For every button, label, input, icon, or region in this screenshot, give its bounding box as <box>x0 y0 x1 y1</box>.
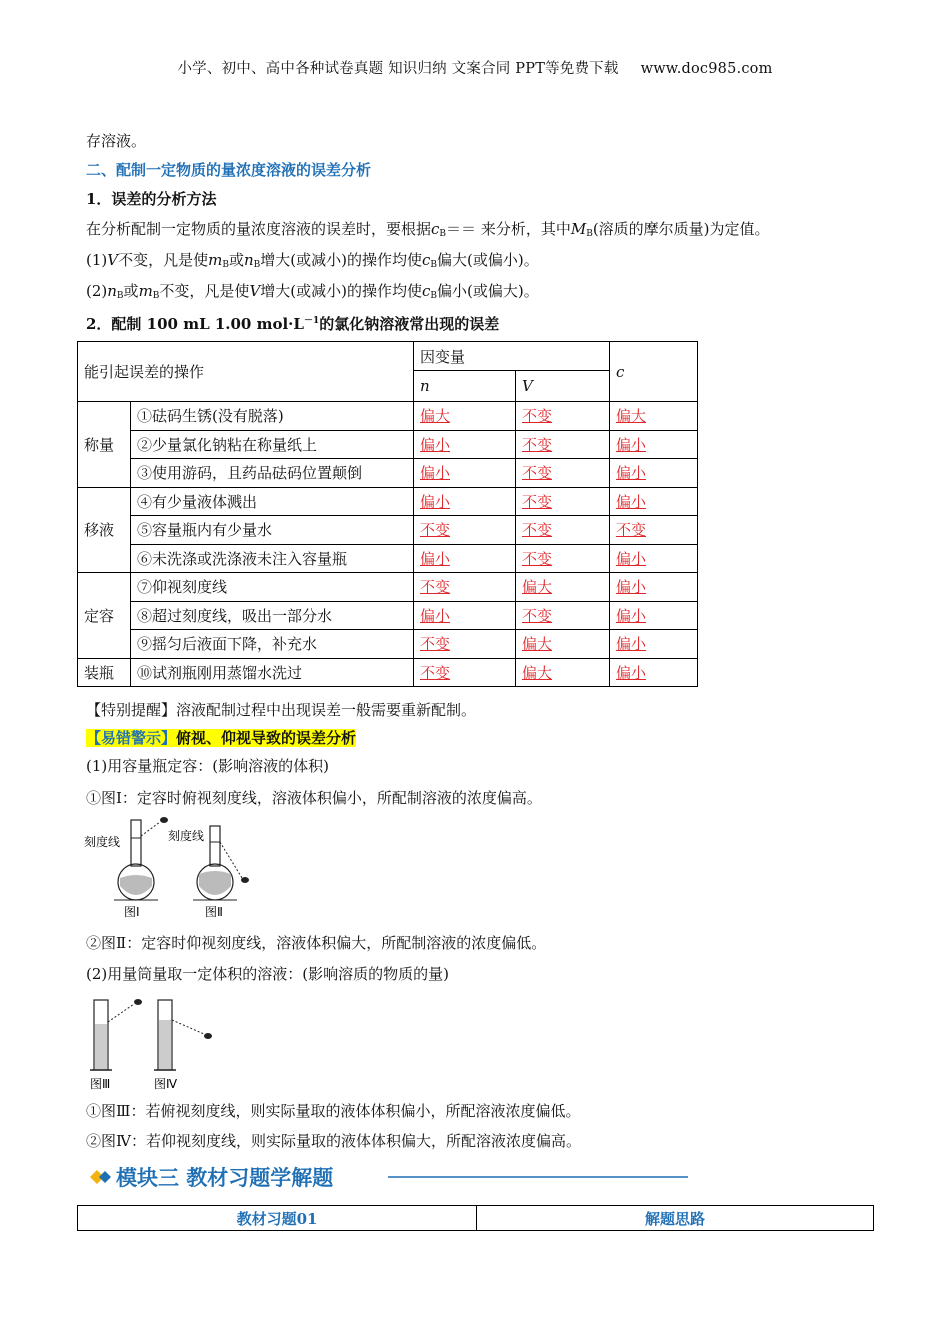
c-effect-value: 偏小 <box>616 635 647 654</box>
operation-cell: ⑤容量瓶内有少量水 <box>131 516 414 545</box>
module-header <box>88 1162 688 1192</box>
section2-title: 二、配制一定物质的量浓度溶液的误差分析 <box>86 161 372 179</box>
group-name: 定容 <box>78 573 131 659</box>
table-row <box>78 630 698 659</box>
continued-line: 存溶液。 <box>86 132 147 150</box>
v-effect-cell <box>516 516 610 545</box>
error-analysis-table <box>77 341 698 687</box>
v-effect-value: 不变 <box>522 606 553 625</box>
v-effect-value: 不变 <box>522 464 553 483</box>
sub2-title: 2．配制 100 mL 1.00 $mol\cdot L^{-1}$的氯化钠溶液常出现的误差 <box>86 315 500 333</box>
n-effect-cell <box>414 487 516 516</box>
n-effect-cell <box>414 402 516 431</box>
warn-line-6: ②图Ⅳ：若仰视刻度线，则实际量取的液体体积偏大，所配溶液浓度偏高。 <box>86 1132 581 1150</box>
c-effect-value: 不变 <box>616 521 647 540</box>
group-name: 装瓶 <box>78 658 131 687</box>
exercise-col-title: 教材习题01 <box>78 1206 477 1231</box>
c-effect-value: 偏小 <box>616 464 647 483</box>
c-effect-value: 偏小 <box>616 549 647 568</box>
special-note: 【特别提醒】溶液配制过程中出现误差一般需要重新配制。 <box>86 701 477 719</box>
operation-cell: ⑧超过刻度线，吸出一部分水 <box>131 601 414 630</box>
warn-line-4: (2)用量筒量取一定体积的溶液：(影响溶质的物质的量) <box>86 965 449 983</box>
v-effect-value: 不变 <box>522 521 553 540</box>
n-effect-value: 不变 <box>420 521 451 540</box>
v-effect-value: 不变 <box>522 492 553 511</box>
cylinder-3-icon <box>90 999 142 1070</box>
page-header <box>0 57 950 78</box>
header-url[interactable]: www.doc985.com <box>640 61 773 77</box>
fig1-label: 图Ⅰ <box>124 905 140 919</box>
fig2-label: 图Ⅱ <box>205 905 223 919</box>
table-row <box>78 402 698 431</box>
n-effect-value: 偏小 <box>420 492 451 511</box>
c-effect-value: 偏大 <box>616 407 647 426</box>
n-effect-value: 偏小 <box>420 435 451 454</box>
operation-cell: ①砝码生锈(没有脱落) <box>131 402 414 431</box>
volumetric-flask-figures <box>84 812 264 920</box>
n-effect-value: 不变 <box>420 635 451 654</box>
v-effect-value: 不变 <box>522 435 553 454</box>
c-effect-cell <box>610 487 698 516</box>
sub1-title: 1．误差的分析方法 <box>86 190 217 208</box>
n-effect-cell <box>414 658 516 687</box>
n-effect-value: 偏小 <box>420 464 451 483</box>
v-effect-value: 不变 <box>522 549 553 568</box>
n-effect-cell <box>414 630 516 659</box>
v-effect-cell <box>516 544 610 573</box>
v-effect-value: 偏大 <box>522 663 553 682</box>
c-effect-cell <box>610 573 698 602</box>
v-effect-cell <box>516 430 610 459</box>
operation-cell: ⑥未洗涤或洗涤液未注入容量瓶 <box>131 544 414 573</box>
n-effect-value: 不变 <box>420 663 451 682</box>
c-effect-cell <box>610 430 698 459</box>
operation-cell: ④有少量液体溅出 <box>131 487 414 516</box>
c-effect-value: 偏小 <box>616 578 647 597</box>
c-effect-value: 偏小 <box>616 492 647 511</box>
operation-cell: ③使用游码，且药品砝码位置颠倒 <box>131 459 414 488</box>
flask-label-2: 刻度线 <box>168 829 205 843</box>
fig4-label: 图Ⅳ <box>154 1077 178 1091</box>
solution-col-title: 解题思路 <box>477 1206 874 1231</box>
table-body <box>78 402 698 687</box>
diamond-icon <box>90 1170 111 1184</box>
table-row <box>78 459 698 488</box>
header-operation: 能引起误差的操作 <box>78 342 414 402</box>
group-name: 移液 <box>78 487 131 573</box>
n-effect-value: 偏大 <box>420 407 451 426</box>
c-effect-value: 偏小 <box>616 663 647 682</box>
table-row <box>78 487 698 516</box>
c-effect-cell <box>610 402 698 431</box>
operation-cell: ⑦仰视刻度线 <box>131 573 414 602</box>
v-effect-cell <box>516 630 610 659</box>
header-text: 小学、初中、高中各种试卷真题 知识归纳 文案合同 PPT等免费下载 <box>177 61 619 77</box>
v-effect-value: 偏大 <box>522 635 553 654</box>
header-v: V <box>516 371 610 402</box>
header-n: n <box>414 371 516 402</box>
operation-cell: ⑨摇匀后液面下降，补充水 <box>131 630 414 659</box>
paragraph-2: (1)V不变，凡是使$m_B$或$n_B$增大(或减小)的操作均使$c_B$偏大(或偏小)。 <box>86 251 539 270</box>
operation-cell: ②少量氯化钠粘在称量纸上 <box>131 430 414 459</box>
v-effect-cell <box>516 573 610 602</box>
table-row <box>78 601 698 630</box>
c-effect-cell <box>610 658 698 687</box>
n-effect-cell <box>414 430 516 459</box>
n-effect-value: 偏小 <box>420 606 451 625</box>
c-effect-cell <box>610 459 698 488</box>
n-effect-cell <box>414 573 516 602</box>
n-effect-cell <box>414 544 516 573</box>
graduated-cylinder-figures <box>86 994 236 1094</box>
exercise-table <box>77 1205 874 1231</box>
warning-tag: 【易错警示】 <box>86 729 177 747</box>
n-effect-value: 偏小 <box>420 549 451 568</box>
c-effect-value: 偏小 <box>616 435 647 454</box>
table-row <box>78 544 698 573</box>
v-effect-value: 不变 <box>522 407 553 426</box>
v-effect-cell <box>516 459 610 488</box>
c-effect-cell <box>610 516 698 545</box>
table-row <box>78 658 698 687</box>
warning-title: 【易错警示】俯视、仰视导致的误差分析 <box>86 729 357 747</box>
n-effect-cell <box>414 601 516 630</box>
cylinder-4-icon <box>154 1000 212 1070</box>
warn-line-2: ①图Ⅰ：定容时俯视刻度线，溶液体积偏小，所配制溶液的浓度偏高。 <box>86 789 542 807</box>
v-effect-cell <box>516 487 610 516</box>
v-effect-cell <box>516 601 610 630</box>
v-effect-value: 偏大 <box>522 578 553 597</box>
v-effect-cell <box>516 658 610 687</box>
flask-1-icon <box>114 817 168 900</box>
flask-label-1: 刻度线 <box>84 835 121 849</box>
n-effect-cell <box>414 516 516 545</box>
table-row <box>78 516 698 545</box>
fig3-label: 图Ⅲ <box>90 1077 111 1091</box>
warn-line-5: ①图Ⅲ：若俯视刻度线，则实际量取的液体体积偏小，所配溶液浓度偏低。 <box>86 1102 581 1120</box>
module-title: 模块三 教材习题学解题 <box>116 1166 334 1190</box>
table-row <box>78 573 698 602</box>
paragraph-3: $(2)n_B$或$m_B$不变，凡是使V增大(或减小)的操作均使$c_B$偏小(或偏大)。 <box>86 282 539 301</box>
warn-line-1: (1)用容量瓶定容：(影响溶液的体积) <box>86 757 329 775</box>
paragraph-1: 在分析配制一定物质的量浓度溶液的误差时，要根据$c_B==$ 来分析，其中$M_B$(溶质的摩尔质量)为定值。 <box>86 220 770 239</box>
table-row <box>78 430 698 459</box>
group-name: 称量 <box>78 402 131 488</box>
header-variable: 因变量 <box>414 342 610 371</box>
n-effect-value: 不变 <box>420 578 451 597</box>
n-effect-cell <box>414 459 516 488</box>
c-effect-value: 偏小 <box>616 606 647 625</box>
c-effect-cell <box>610 601 698 630</box>
header-c: c <box>610 342 698 402</box>
v-effect-cell <box>516 402 610 431</box>
c-effect-cell <box>610 630 698 659</box>
operation-cell: ⑩试剂瓶刚用蒸馏水洗过 <box>131 658 414 687</box>
c-effect-cell <box>610 544 698 573</box>
warn-line-3: ②图Ⅱ：定容时仰视刻度线，溶液体积偏大，所配制溶液的浓度偏低。 <box>86 934 547 952</box>
